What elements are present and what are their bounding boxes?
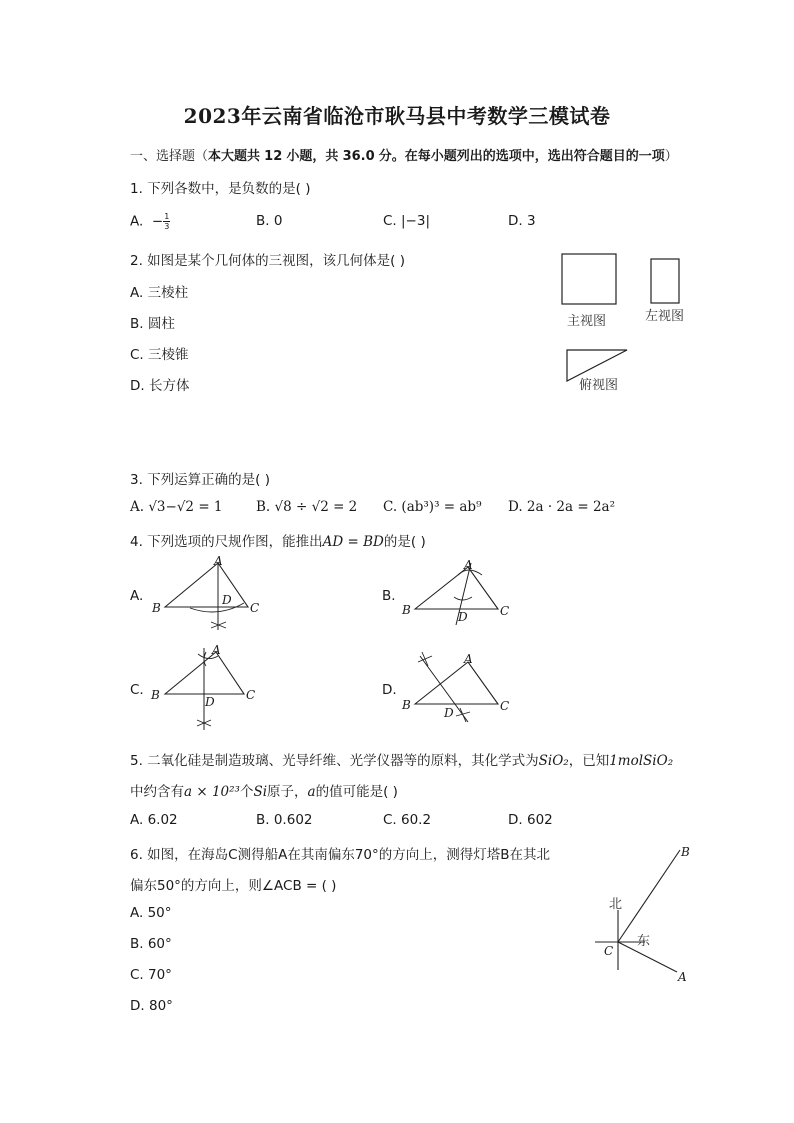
svg-text:B: B xyxy=(681,845,690,859)
question-5-option-d[interactable]: D. 602 xyxy=(508,812,553,828)
question-3-option-b[interactable]: B. √8 ÷ √2 = 2 xyxy=(256,499,358,515)
question-1-option-b[interactable]: B. 0 xyxy=(256,213,283,229)
question-4-option-c[interactable]: C. xyxy=(130,682,144,698)
svg-text:A: A xyxy=(214,554,223,568)
question-3-option-a[interactable]: A. √3−√2 = 1 xyxy=(130,499,223,515)
svg-text:B: B xyxy=(152,601,161,615)
question-5-option-c[interactable]: C. 60.2 xyxy=(383,812,432,828)
svg-text:B: B xyxy=(151,688,160,702)
section-heading: 一、选择题（本大题共 12 小题，共 36.0 分。在每小题列出的选项中，选出符合题目的一项） xyxy=(130,149,678,164)
question-5-option-b[interactable]: B. 0.602 xyxy=(256,812,313,828)
svg-text:A: A xyxy=(678,970,687,984)
q6-bearing-figure xyxy=(585,838,705,993)
svg-text:C: C xyxy=(604,944,614,958)
svg-text:C: C xyxy=(500,699,510,713)
question-3-option-d[interactable]: D. 2a · 2a = 2a² xyxy=(508,499,616,515)
question-1-option-a[interactable]: A. − $\frac{1}{3}$ xyxy=(130,212,170,231)
question-4-option-a[interactable]: A. xyxy=(130,588,144,604)
question-6-stem-line2: 偏东50°的方向上，则∠ACB = ( ) xyxy=(130,878,337,894)
question-5-stem-line2: 中约含有a × 10²³个Si原子，a的值可能是( ) xyxy=(130,784,398,800)
question-4-option-d[interactable]: D. xyxy=(382,682,397,698)
svg-text:D: D xyxy=(444,706,454,720)
svg-text:C: C xyxy=(250,601,260,615)
top-view-triangle xyxy=(567,350,627,381)
question-2-option-d[interactable]: D. 长方体 xyxy=(130,378,190,394)
q4-figure-c xyxy=(148,642,268,734)
svg-text:C: C xyxy=(246,688,256,702)
svg-text:D: D xyxy=(458,610,468,624)
question-4-stem: 4. 下列选项的尺规作图，能推出AD = BD的是( ) xyxy=(130,534,426,550)
svg-text:B: B xyxy=(402,698,411,712)
question-4-option-b[interactable]: B. xyxy=(382,588,396,604)
question-6-option-b[interactable]: B. 60° xyxy=(130,936,172,952)
front-view-square xyxy=(562,254,616,304)
question-6-stem-line1: 6. 如图，在海岛C测得船A在其南偏东70°的方向上，测得灯塔B在其北 xyxy=(130,847,551,863)
top-view-caption: 俯视图 xyxy=(579,378,619,393)
north-label: 北 xyxy=(609,897,623,912)
question-6-option-c[interactable]: C. 70° xyxy=(130,967,172,983)
svg-text:A: A xyxy=(212,643,221,657)
page-title: 2023年云南省临沧市耿马县中考数学三模试卷 xyxy=(183,104,611,128)
east-label: 东 xyxy=(637,934,651,949)
svg-text:A: A xyxy=(464,652,473,666)
question-5-option-a[interactable]: A. 6.02 xyxy=(130,812,178,828)
svg-text:D: D xyxy=(222,593,232,607)
question-2-option-a[interactable]: A. 三棱柱 xyxy=(130,285,189,301)
question-2-option-b[interactable]: B. 圆柱 xyxy=(130,316,175,332)
question-6-option-a[interactable]: A. 50° xyxy=(130,905,172,921)
question-5-stem-line1: 5. 二氧化硅是制造玻璃、光导纤维、光学仪器等的原料，其化学式为SiO₂，已知1molSiO₂ xyxy=(130,753,674,769)
svg-text:C: C xyxy=(500,604,510,618)
q4-figure-a xyxy=(148,553,268,633)
question-1-option-d[interactable]: D. 3 xyxy=(508,213,536,229)
svg-text:B: B xyxy=(402,603,411,617)
q4-figure-d xyxy=(398,648,518,728)
question-6-option-d[interactable]: D. 80° xyxy=(130,998,173,1014)
question-2-stem: 2. 如图是某个几何体的三视图，该几何体是( ) xyxy=(130,253,405,269)
question-2-option-c[interactable]: C. 三棱锥 xyxy=(130,347,189,363)
front-view-caption: 主视图 xyxy=(567,314,607,329)
svg-text:A: A xyxy=(464,558,473,572)
left-view-caption: 左视图 xyxy=(645,309,685,324)
q4-figure-b xyxy=(398,555,518,635)
three-views-figure xyxy=(555,248,695,398)
question-3-option-c[interactable]: C. (ab³)³ = ab⁹ xyxy=(383,499,482,515)
left-view-rectangle xyxy=(651,259,679,303)
question-1-stem: 1. 下列各数中，是负数的是( ) xyxy=(130,181,311,197)
svg-text:D: D xyxy=(205,695,215,709)
question-1-option-c[interactable]: C. |−3| xyxy=(383,213,431,229)
question-3-stem: 3. 下列运算正确的是( ) xyxy=(130,472,270,488)
